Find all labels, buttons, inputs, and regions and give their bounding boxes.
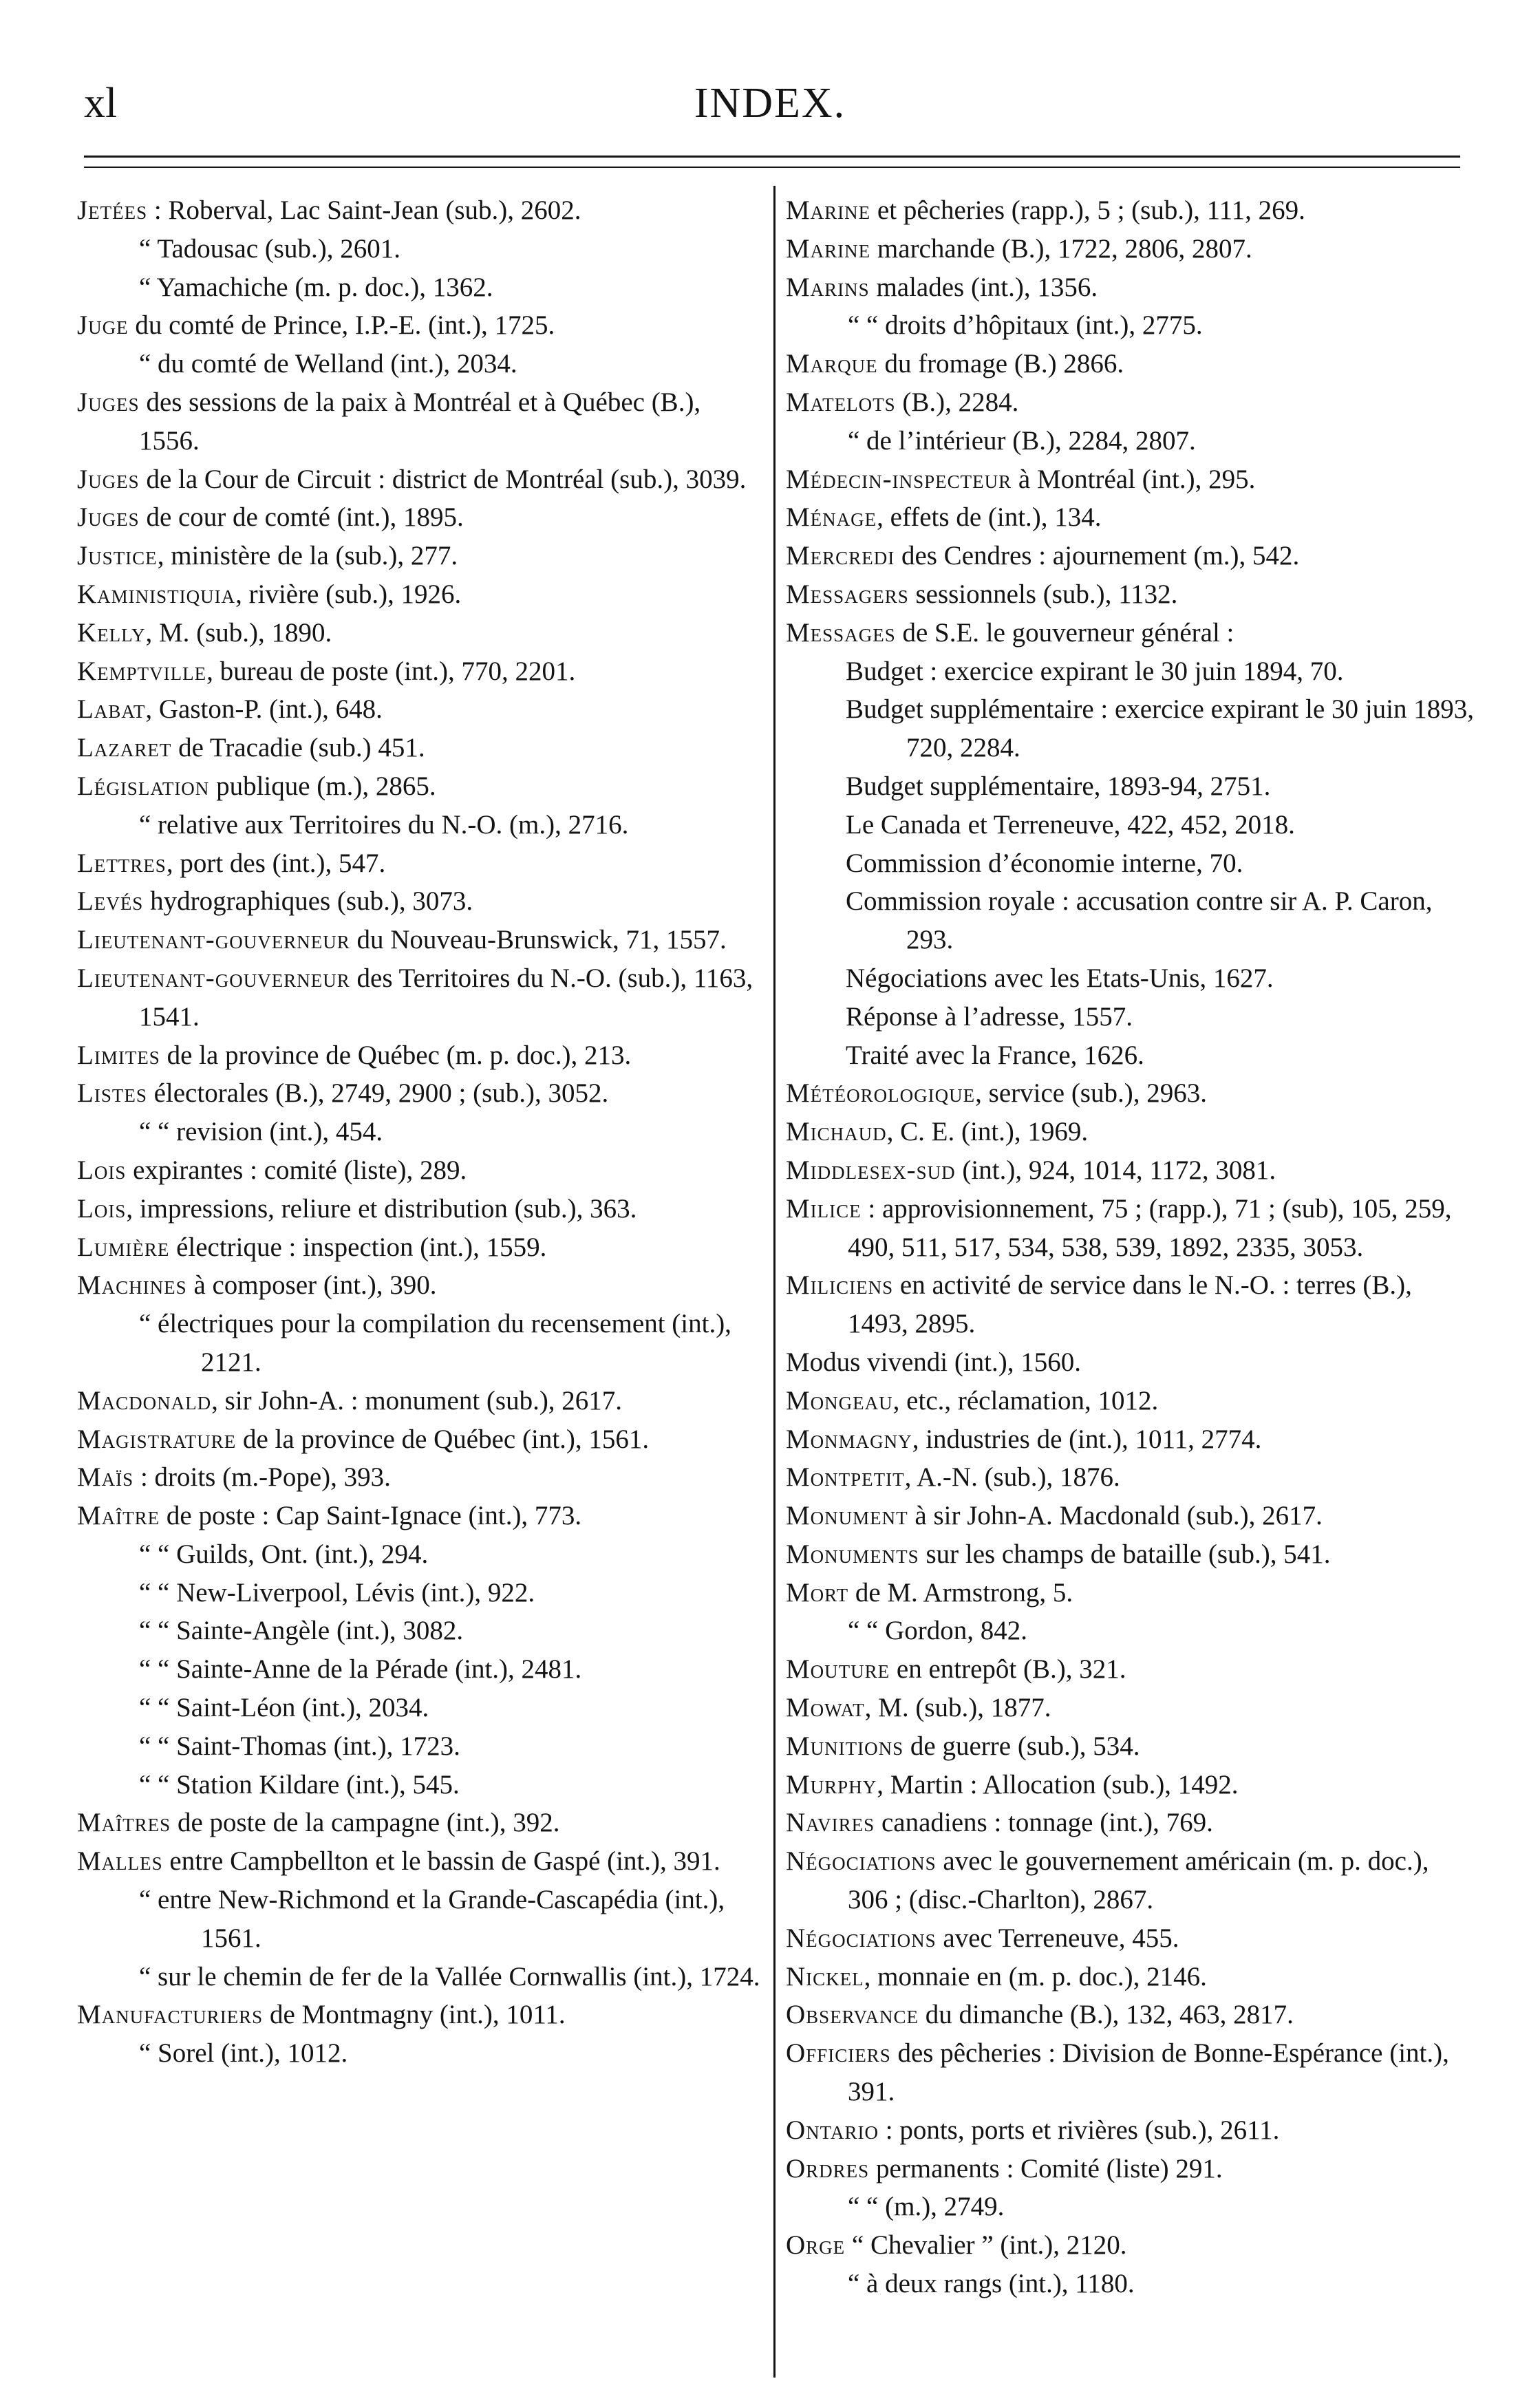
entry-text: électrique : inspection (int.), 1559.	[169, 1232, 547, 1262]
entry-text: “ “ revision (int.), 454.	[139, 1117, 383, 1147]
entry-keyword: Munitions	[786, 1731, 904, 1761]
entry-keyword: Mort	[786, 1577, 849, 1608]
entry-text: Le Canada et Terreneuve, 422, 452, 2018.	[846, 809, 1295, 840]
index-entry	[77, 1228, 765, 1267]
entry-text: , industries de (int.), 1011, 2774.	[912, 1424, 1262, 1454]
entry-keyword: Négociations	[786, 1846, 937, 1877]
entry-keyword: Magistrature	[77, 1424, 237, 1454]
entry-keyword: Kelly	[77, 617, 146, 648]
index-entry	[77, 1266, 765, 1305]
index-entry	[786, 422, 1474, 460]
entry-text: , ministère de la (sub.), 277.	[157, 541, 458, 571]
index-entry	[786, 1766, 1474, 1804]
index-entry	[786, 806, 1474, 844]
index-entry	[786, 1689, 1474, 1727]
index-entry	[786, 498, 1474, 537]
entry-keyword: Juges	[77, 387, 140, 417]
entry-text: des Cendres : ajournement (m.), 542.	[895, 541, 1300, 571]
entry-text: “ Yamachiche (m. p. doc.), 1362.	[139, 272, 493, 302]
index-entry	[786, 1574, 1474, 1612]
index-entry	[77, 460, 765, 499]
entry-text: de cour de comté (int.), 1895.	[139, 502, 464, 533]
entry-text: , sir John-A. : monument (sub.), 2617.	[211, 1385, 623, 1416]
entry-text: “ “ Sainte-Angèle (int.), 3082.	[139, 1616, 464, 1646]
entry-keyword: Lieutenant-gouverneur	[77, 963, 350, 993]
entry-keyword: Levés	[77, 886, 144, 917]
entry-text: , bureau de poste (int.), 770, 2201.	[206, 656, 576, 686]
page-header	[0, 76, 1540, 131]
entry-keyword: Justice	[77, 541, 158, 571]
entry-text: permanents : Comité (liste) 291.	[869, 2153, 1223, 2183]
index-entry	[786, 460, 1474, 499]
entry-keyword: Orge	[786, 2230, 846, 2261]
entry-keyword: Mowat	[786, 1693, 865, 1723]
entry-text: avec le gouvernement américain (m. p. doc.), 306 ; (disc.-Charlton), 2867.	[848, 1846, 1429, 1915]
entry-keyword: Murphy	[786, 1769, 877, 1799]
entry-text: : Roberval, Lac Saint-Jean (sub.), 2602.	[147, 195, 581, 225]
entry-text: “ sur le chemin de fer de la Vallée Cornwallis (int.), 1724.	[139, 1961, 760, 1991]
index-entry	[786, 575, 1474, 614]
index-entry	[77, 345, 765, 383]
index-entry	[77, 383, 765, 460]
entry-keyword: Médecin-inspecteur	[786, 464, 1012, 494]
index-entry	[77, 882, 765, 921]
entry-keyword: Lettres	[77, 848, 167, 878]
entry-text: , effets de (int.), 134.	[877, 502, 1102, 533]
entry-text: des Territoires du N.-O. (sub.), 1163, 1541.	[139, 963, 753, 1032]
entry-keyword: Marque	[786, 349, 878, 379]
entry-text: et pêcheries (rapp.), 5 ; (sub.), 111, 269.	[870, 195, 1305, 225]
entry-keyword: Lieutenant-gouverneur	[77, 925, 350, 955]
entry-text: Commission royale : accusation contre sir A. P. Caron, 293.	[846, 886, 1433, 955]
entry-keyword: Messagers	[786, 579, 909, 609]
index-entry	[77, 1190, 765, 1228]
index-entry	[77, 498, 765, 537]
column-divider	[773, 186, 776, 2378]
entry-text: sur les champs de bataille (sub.), 541.	[919, 1539, 1331, 1569]
index-entry	[77, 191, 765, 230]
entry-keyword: Maïs	[77, 1462, 134, 1493]
entry-text: “ Sorel (int.), 1012.	[139, 2038, 348, 2069]
entry-text: à sir John-A. Macdonald (sub.), 2617.	[908, 1501, 1323, 1531]
index-entry	[786, 1612, 1474, 1650]
index-entry	[786, 614, 1474, 652]
entry-text: de guerre (sub.), 534.	[903, 1731, 1140, 1761]
entry-keyword: Nickel	[786, 1961, 864, 1991]
index-entry	[77, 537, 765, 575]
entry-keyword: Maître	[77, 1501, 160, 1531]
entry-text: de la province de Québec (int.), 1561.	[236, 1424, 650, 1454]
index-entry	[786, 191, 1474, 230]
entry-text: à composer (int.), 390.	[186, 1270, 437, 1301]
index-entry	[77, 1113, 765, 1151]
index-entry	[77, 652, 765, 691]
index-entry	[786, 268, 1474, 307]
index-entry	[786, 1113, 1474, 1151]
page-title: INDEX.	[694, 80, 846, 127]
entry-text: de M. Armstrong, 5.	[848, 1577, 1073, 1608]
index-entry	[786, 1996, 1474, 2034]
index-entry	[786, 959, 1474, 998]
entry-keyword: Juges	[77, 464, 140, 494]
entry-keyword: Officiers	[786, 2038, 891, 2069]
entry-keyword: Ontario	[786, 2115, 879, 2145]
entry-keyword: Milice	[786, 1193, 862, 1224]
entry-keyword: Météorologique	[786, 1078, 976, 1109]
index-entry	[786, 1151, 1474, 1190]
entry-text: Négociations avec les Etats-Unis, 1627.	[846, 963, 1274, 993]
index-column-right	[786, 191, 1474, 2303]
index-entry	[77, 1842, 765, 1881]
index-entry	[786, 537, 1474, 575]
entry-keyword: Juge	[77, 310, 129, 341]
entry-keyword: Mercredi	[786, 541, 895, 571]
entry-text: du Nouveau-Brunswick, 71, 1557.	[350, 925, 727, 955]
entry-keyword: Lois	[77, 1193, 127, 1224]
index-entry	[786, 1074, 1474, 1113]
entry-text: Budget supplémentaire, 1893-94, 2751.	[846, 771, 1271, 801]
entry-text: “ de l’intérieur (B.), 2284, 2807.	[848, 425, 1196, 456]
index-entry	[786, 1382, 1474, 1420]
index-entry	[77, 1420, 765, 1459]
entry-keyword: Marine	[786, 195, 871, 225]
index-entry	[786, 882, 1474, 959]
entry-text: , C. E. (int.), 1969.	[886, 1117, 1089, 1147]
entry-text: hydrographiques (sub.), 3073.	[143, 886, 473, 917]
index-entry	[786, 1458, 1474, 1497]
entry-text: “ “ droits d’hôpitaux (int.), 2775.	[848, 310, 1203, 341]
entry-text: à Montréal (int.), 295.	[1012, 464, 1256, 494]
entry-text: du dimanche (B.), 132, 463, 2817.	[919, 2000, 1294, 2030]
entry-keyword: Monument	[786, 1501, 908, 1531]
entry-keyword: Ordres	[786, 2153, 870, 2183]
entry-keyword: Machines	[77, 1270, 187, 1301]
entry-text: “ “ New-Liverpool, Lévis (int.), 922.	[139, 1577, 535, 1608]
entry-text: : droits (m.-Pope), 393.	[133, 1462, 391, 1493]
index-entry	[77, 1305, 765, 1382]
index-entry	[786, 345, 1474, 383]
entry-text: “ relative aux Territoires du N.-O. (m.), 2716.	[139, 809, 629, 840]
page-number: xl	[84, 80, 118, 127]
entry-text: “ à deux rangs (int.), 1180.	[848, 2269, 1135, 2299]
entry-text: de la province de Québec (m. p. doc.), 213.	[160, 1040, 632, 1070]
header-rule-thin	[84, 167, 1460, 168]
entry-text: entre Campbellton et le bassin de Gaspé (int.), 391.	[162, 1846, 720, 1877]
entry-keyword: Kemptville	[77, 656, 207, 686]
index-entry	[786, 1842, 1474, 1919]
index-entry	[786, 2150, 1474, 2188]
index-entry	[786, 2034, 1474, 2111]
index-entry	[77, 767, 765, 806]
entry-text: , A.-N. (sub.), 1876.	[904, 1462, 1120, 1493]
entry-text: “ Tadousac (sub.), 2601.	[139, 233, 400, 264]
index-column-left	[77, 191, 765, 2073]
index-entry	[786, 690, 1474, 767]
entry-text: Modus vivendi (int.), 1560.	[786, 1347, 1081, 1377]
index-entry	[786, 767, 1474, 806]
entry-text: , M. (sub.), 1877.	[864, 1693, 1051, 1723]
index-entry	[786, 1420, 1474, 1459]
index-entry	[786, 652, 1474, 691]
entry-text: , Gaston-P. (int.), 648.	[145, 694, 383, 725]
entry-keyword: Ménage	[786, 502, 877, 533]
index-entry	[77, 1074, 765, 1113]
entry-keyword: Juges	[77, 502, 140, 533]
index-entry	[77, 268, 765, 307]
entry-keyword: Monmagny	[786, 1424, 912, 1454]
entry-text: , M. (sub.), 1890.	[145, 617, 332, 648]
entry-keyword: Lumière	[77, 1232, 170, 1262]
index-entry	[77, 1881, 765, 1958]
entry-keyword: Législation	[77, 771, 210, 801]
index-entry	[77, 230, 765, 268]
index-entry	[77, 1458, 765, 1497]
entry-text: avec Terreneuve, 455.	[936, 1923, 1179, 1953]
index-entry	[786, 1497, 1474, 1535]
index-entry	[786, 998, 1474, 1036]
entry-keyword: Négociations	[786, 1923, 937, 1953]
index-entry	[786, 1650, 1474, 1689]
entry-text: “ “ Saint-Léon (int.), 2034.	[139, 1693, 429, 1723]
entry-keyword: Messages	[786, 617, 896, 648]
index-entry	[77, 1612, 765, 1650]
entry-text: des pêcheries : Division de Bonne-Espérance (int.), 391.	[848, 2038, 1449, 2107]
index-entry	[786, 2226, 1474, 2265]
entry-text: sessionnels (sub.), 1132.	[908, 579, 1178, 609]
entry-text: , port des (int.), 547.	[166, 848, 386, 878]
index-entry	[77, 614, 765, 652]
index-entry	[77, 1650, 765, 1689]
entry-keyword: Lois	[77, 1155, 127, 1185]
entry-text: , rivière (sub.), 1926.	[235, 579, 462, 609]
index-entry	[786, 1036, 1474, 1075]
entry-text: “ du comté de Welland (int.), 2034.	[139, 349, 517, 379]
index-entry	[77, 1151, 765, 1190]
entry-keyword: Observance	[786, 2000, 919, 2030]
entry-text: , etc., réclamation, 1012.	[892, 1385, 1159, 1416]
index-entry	[786, 1804, 1474, 1842]
index-entry	[77, 1382, 765, 1420]
entry-text: du comté de Prince, I.P.-E. (int.), 1725.	[128, 310, 555, 341]
entry-text: de Tracadie (sub.) 451.	[171, 733, 425, 763]
index-entry	[77, 1497, 765, 1535]
entry-keyword: Mouture	[786, 1654, 890, 1685]
entry-text: “ “ Guilds, Ont. (int.), 294.	[139, 1539, 429, 1569]
entry-text: des sessions de la paix à Montréal et à Québec (B.), 1556.	[139, 387, 701, 456]
entry-keyword: Lazaret	[77, 733, 172, 763]
entry-text: , impressions, reliure et distribution (sub.), 363.	[126, 1193, 637, 1224]
index-entry	[786, 1535, 1474, 1574]
index-entry	[786, 1266, 1474, 1343]
index-entry	[786, 844, 1474, 883]
entry-keyword: Macdonald	[77, 1385, 212, 1416]
entry-text: expirantes : comité (liste), 289.	[126, 1155, 467, 1185]
index-entry	[77, 1804, 765, 1842]
entry-keyword: Monuments	[786, 1539, 919, 1569]
entry-keyword: Miliciens	[786, 1270, 894, 1301]
index-entry	[77, 1689, 765, 1727]
entry-keyword: Marine	[786, 233, 871, 264]
entry-text: Budget supplémentaire : exercice expirant le 30 juin 1893, 720, 2284.	[846, 694, 1474, 763]
index-entry	[77, 1958, 765, 1996]
entry-text: , monnaie en (m. p. doc.), 2146.	[864, 1961, 1207, 1991]
index-entry	[77, 921, 765, 959]
index-entry	[77, 806, 765, 844]
entry-keyword: Jetées	[77, 195, 148, 225]
entry-text: : ponts, ports et rivières (sub.), 2611.	[879, 2115, 1280, 2145]
index-entry	[77, 844, 765, 883]
entry-text: en entrepôt (B.), 321.	[890, 1654, 1126, 1685]
index-entry	[786, 2111, 1474, 2150]
index-entry	[786, 1190, 1474, 1267]
entry-text: de poste de la campagne (int.), 392.	[171, 1808, 560, 1838]
entry-text: (B.), 2284.	[895, 387, 1019, 417]
index-entry	[77, 1766, 765, 1804]
entry-text: , Martin : Allocation (sub.), 1492.	[877, 1769, 1239, 1799]
index-entry	[786, 2188, 1474, 2226]
entry-text: “ “ Saint-Thomas (int.), 1723.	[139, 1731, 460, 1761]
entry-text: du fromage (B.) 2866.	[877, 349, 1124, 379]
entry-keyword: Middlesex-sud	[786, 1155, 956, 1185]
entry-keyword: Marins	[786, 272, 870, 302]
entry-keyword: Maîtres	[77, 1808, 171, 1838]
index-entry	[786, 1343, 1474, 1382]
index-entry	[77, 1996, 765, 2034]
header-rule-thick	[84, 156, 1460, 158]
entry-text: en activité de service dans le N.-O. : terres (B.), 1493, 2895.	[848, 1270, 1412, 1339]
entry-keyword: Listes	[77, 1078, 147, 1109]
index-entry	[786, 1727, 1474, 1766]
entry-text: de la Cour de Circuit : district de Montréal (sub.), 3039.	[139, 464, 747, 494]
index-entry	[786, 1958, 1474, 1996]
index-entry	[77, 306, 765, 345]
entry-text: publique (m.), 2865.	[209, 771, 436, 801]
entry-text: électorales (B.), 2749, 2900 ; (sub.), 3052.	[147, 1078, 609, 1109]
entry-keyword: Malles	[77, 1846, 163, 1877]
entry-text: malades (int.), 1356.	[869, 272, 1098, 302]
entry-text: de S.E. le gouverneur général :	[895, 617, 1234, 648]
entry-text: “ “ (m.), 2749.	[848, 2192, 1005, 2222]
entry-keyword: Labat	[77, 694, 146, 725]
index-entry	[77, 690, 765, 729]
index-entry	[77, 2034, 765, 2073]
index-entry	[77, 1727, 765, 1766]
entry-text: “ électriques pour la compilation du recensement (int.), 2121.	[139, 1309, 731, 1377]
entry-keyword: Navires	[786, 1808, 875, 1838]
entry-text: de Montmagny (int.), 1011.	[263, 2000, 566, 2030]
entry-text: , service (sub.), 2963.	[975, 1078, 1207, 1109]
index-entry	[786, 383, 1474, 422]
entry-text: (int.), 924, 1014, 1172, 3081.	[955, 1155, 1276, 1185]
index-entry	[77, 729, 765, 767]
entry-text: “ entre New-Richmond et la Grande-Cascapédia (int.), 1561.	[139, 1885, 725, 1953]
entry-text: marchande (B.), 1722, 2806, 2807.	[870, 233, 1252, 264]
entry-text: “ “ Gordon, 842.	[848, 1616, 1028, 1646]
entry-text: : approvisionnement, 75 ; (rapp.), 71 ; (sub), 105, 259, 490, 511, 517, 534, 538, 539, 1892, 2335, 3053.	[848, 1193, 1452, 1262]
entry-text: “ Chevalier ” (int.), 2120.	[845, 2230, 1127, 2261]
index-entry	[77, 1535, 765, 1574]
entry-keyword: Limites	[77, 1040, 160, 1070]
entry-text: de poste : Cap Saint-Ignace (int.), 773.	[160, 1501, 582, 1531]
index-entry	[786, 306, 1474, 345]
entry-text: Budget : exercice expirant le 30 juin 1894, 70.	[846, 656, 1344, 686]
entry-text: Commission d’économie interne, 70.	[846, 848, 1243, 878]
entry-keyword: Mongeau	[786, 1385, 893, 1416]
index-entry	[786, 2265, 1474, 2303]
index-entry	[77, 575, 765, 614]
index-entry	[77, 959, 765, 1036]
index-entry	[77, 1036, 765, 1075]
entry-text: Réponse à l’adresse, 1557.	[846, 1001, 1133, 1032]
entry-text: “ “ Sainte-Anne de la Pérade (int.), 2481.	[139, 1654, 582, 1685]
entry-keyword: Kaministiquia	[77, 579, 236, 609]
entry-keyword: Manufacturiers	[77, 2000, 264, 2030]
entry-keyword: Michaud	[786, 1117, 887, 1147]
index-entry	[786, 1919, 1474, 1958]
entry-text: canadiens : tonnage (int.), 769.	[875, 1808, 1213, 1838]
entry-text: Traité avec la France, 1626.	[846, 1040, 1144, 1070]
entry-text: “ “ Station Kildare (int.), 545.	[139, 1769, 460, 1799]
entry-keyword: Montpetit	[786, 1462, 905, 1493]
entry-keyword: Matelots	[786, 387, 896, 417]
index-entry	[77, 1574, 765, 1612]
index-entry	[786, 230, 1474, 268]
